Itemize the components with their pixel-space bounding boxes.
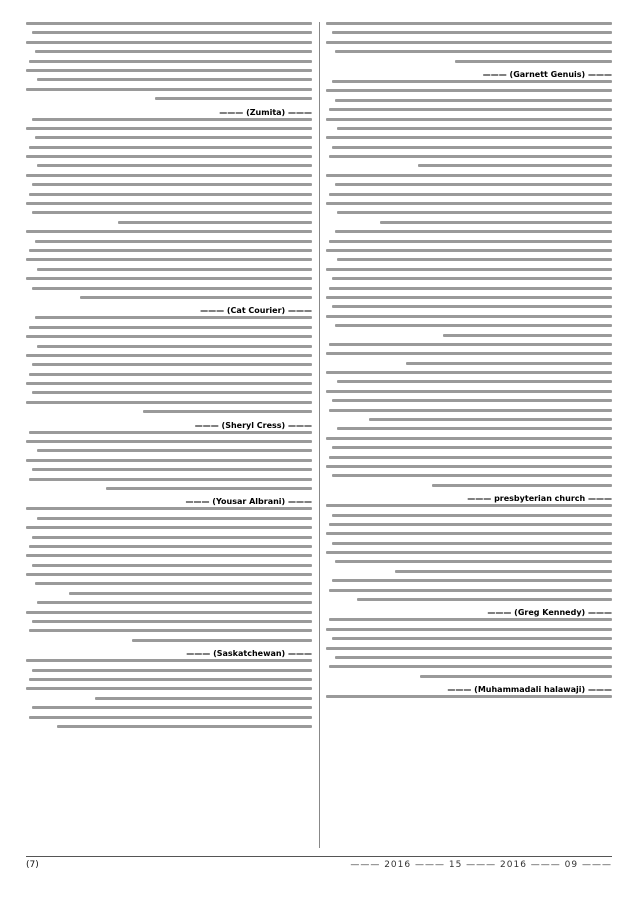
column-divider <box>319 22 320 848</box>
text-line <box>26 277 312 280</box>
text-line <box>326 551 612 554</box>
text-line <box>418 164 612 167</box>
text-line <box>26 554 312 557</box>
text-line <box>26 507 312 510</box>
text-line <box>395 570 612 573</box>
article-paragraph <box>326 343 612 365</box>
article-paragraph <box>326 69 612 168</box>
text-line <box>132 639 312 642</box>
text-line <box>332 305 612 308</box>
text-line <box>32 183 312 186</box>
text-line <box>35 316 312 319</box>
article-paragraph <box>326 371 612 421</box>
text-line <box>26 659 312 662</box>
text-line <box>29 373 312 376</box>
text-line <box>37 345 312 348</box>
text-line <box>369 418 612 421</box>
text-line <box>26 611 312 614</box>
text-line <box>332 579 612 582</box>
text-line <box>329 108 612 111</box>
text-line <box>332 80 612 83</box>
text-line <box>326 532 612 535</box>
text-line <box>335 230 612 233</box>
text-line <box>332 446 612 449</box>
text-line <box>335 324 612 327</box>
text-line <box>29 716 312 719</box>
text-line <box>26 382 312 385</box>
text-line <box>37 268 312 271</box>
text-line <box>443 334 612 337</box>
text-line <box>29 60 312 63</box>
text-line <box>37 601 312 604</box>
text-line <box>357 598 612 601</box>
text-line <box>332 399 612 402</box>
text-line <box>332 146 612 149</box>
text-line <box>32 287 312 290</box>
text-line <box>26 155 312 158</box>
text-line <box>332 542 612 545</box>
article-paragraph <box>26 22 312 100</box>
text-line <box>37 164 312 167</box>
text-line <box>329 193 612 196</box>
text-line <box>143 410 312 413</box>
text-line <box>37 517 312 520</box>
text-line <box>326 296 612 299</box>
page-number: (7) <box>26 860 39 870</box>
text-line <box>332 514 612 517</box>
text-line <box>29 629 312 632</box>
text-line <box>26 22 312 25</box>
text-line <box>26 88 312 91</box>
text-line <box>326 437 612 440</box>
text-line <box>32 118 312 121</box>
article-paragraph <box>26 648 312 700</box>
text-line <box>326 695 612 698</box>
text-line <box>29 545 312 548</box>
text-line <box>335 183 612 186</box>
text-line <box>432 484 612 487</box>
paragraph-lead-line: ——— (Sheryl Cress) ——— <box>194 420 312 430</box>
text-line <box>29 193 312 196</box>
right-column <box>326 22 612 848</box>
text-line <box>326 174 612 177</box>
text-line <box>326 628 612 631</box>
text-line <box>35 136 312 139</box>
text-line <box>32 363 312 366</box>
text-line <box>337 127 612 130</box>
paragraph-lead-line: ——— (Greg Kennedy) ——— <box>487 608 612 618</box>
text-line <box>332 474 612 477</box>
text-line <box>57 725 312 728</box>
paragraph-lead-line: ——— (Muhammadali halawaji) ——— <box>447 685 612 695</box>
text-line <box>406 362 612 365</box>
text-line <box>26 335 312 338</box>
text-line <box>29 146 312 149</box>
text-line <box>35 240 312 243</box>
paragraph-lead-line: ——— (Garnett Genuis) ——— <box>482 69 612 79</box>
text-line <box>326 647 612 650</box>
article-paragraph <box>326 174 612 224</box>
footer-masthead: ——— 09 ——— 2016 ——— 15 ——— 2016 ——— <box>350 860 612 870</box>
article-paragraph <box>26 420 312 490</box>
article-paragraph <box>26 496 312 595</box>
text-line <box>326 315 612 318</box>
text-line <box>37 78 312 81</box>
page-footer <box>26 856 612 873</box>
text-line <box>332 637 612 640</box>
text-line <box>26 459 312 462</box>
text-line <box>26 401 312 404</box>
article-paragraph <box>26 230 312 299</box>
text-line <box>32 211 312 214</box>
paragraph-lead-line: ——— (Yousar Albrani) ——— <box>185 497 312 507</box>
text-line <box>32 669 312 672</box>
text-line <box>326 268 612 271</box>
paragraph-lead-line: ——— presbyterian church ——— <box>467 494 612 504</box>
text-line <box>26 69 312 72</box>
left-column <box>26 22 312 848</box>
paragraph-lead-line: ——— (Zumita) ——— <box>219 107 312 117</box>
text-line <box>26 354 312 357</box>
text-line <box>326 118 612 121</box>
text-line <box>26 687 312 690</box>
article-paragraph <box>26 706 312 728</box>
text-line <box>26 230 312 233</box>
text-line <box>29 478 312 481</box>
text-line <box>326 202 612 205</box>
article-paragraph <box>326 493 612 573</box>
text-line <box>380 221 612 224</box>
text-line <box>32 536 312 539</box>
text-line <box>32 391 312 394</box>
article-paragraph <box>326 22 612 63</box>
text-line <box>326 504 612 507</box>
text-line <box>32 706 312 709</box>
article-paragraph <box>26 107 312 224</box>
text-line <box>26 202 312 205</box>
text-line <box>29 249 312 252</box>
text-line <box>155 97 312 100</box>
text-line <box>337 211 612 214</box>
text-line <box>335 50 612 53</box>
article-paragraph <box>326 684 612 698</box>
text-line <box>326 465 612 468</box>
text-line <box>329 155 612 158</box>
text-line <box>118 221 312 224</box>
text-line <box>337 427 612 430</box>
article-paragraph <box>326 427 612 486</box>
text-line <box>32 31 312 34</box>
text-line <box>32 564 312 567</box>
text-line <box>332 31 612 34</box>
text-line <box>106 487 312 490</box>
text-line <box>26 258 312 261</box>
article-paragraph <box>26 601 312 642</box>
text-line <box>26 127 312 130</box>
text-line <box>326 249 612 252</box>
text-line <box>29 431 312 434</box>
text-line <box>326 390 612 393</box>
text-line <box>326 22 612 25</box>
text-line <box>26 41 312 44</box>
text-line <box>32 620 312 623</box>
text-line <box>26 174 312 177</box>
text-line <box>455 60 612 63</box>
text-line <box>329 665 612 668</box>
text-line <box>26 526 312 529</box>
text-line <box>326 136 612 139</box>
text-line <box>329 240 612 243</box>
text-line <box>337 380 612 383</box>
text-line <box>329 456 612 459</box>
text-line <box>29 678 312 681</box>
text-line <box>329 343 612 346</box>
paragraph-lead-line: ——— (Saskatchewan) ——— <box>186 649 312 659</box>
text-line <box>35 50 312 53</box>
article-paragraph <box>326 607 612 677</box>
text-line <box>326 352 612 355</box>
text-line <box>335 560 612 563</box>
text-line <box>69 592 312 595</box>
text-line <box>26 573 312 576</box>
text-line <box>35 582 312 585</box>
text-line <box>29 326 312 329</box>
article-paragraph <box>26 305 312 413</box>
text-line <box>335 99 612 102</box>
text-line <box>326 89 612 92</box>
text-line <box>326 41 612 44</box>
text-line <box>26 440 312 443</box>
text-line <box>329 287 612 290</box>
text-line <box>326 371 612 374</box>
text-line <box>95 697 312 700</box>
text-line <box>420 675 612 678</box>
text-line <box>335 656 612 659</box>
article-paragraph <box>326 579 612 601</box>
text-line <box>332 277 612 280</box>
text-line <box>329 589 612 592</box>
text-line <box>329 618 612 621</box>
text-line <box>329 409 612 412</box>
text-line <box>32 468 312 471</box>
text-line <box>80 296 312 299</box>
text-line <box>337 258 612 261</box>
article-paragraph <box>326 230 612 336</box>
text-line <box>329 523 612 526</box>
text-line <box>37 449 312 452</box>
paragraph-lead-line: ——— (Cat Courier) ——— <box>200 306 312 316</box>
